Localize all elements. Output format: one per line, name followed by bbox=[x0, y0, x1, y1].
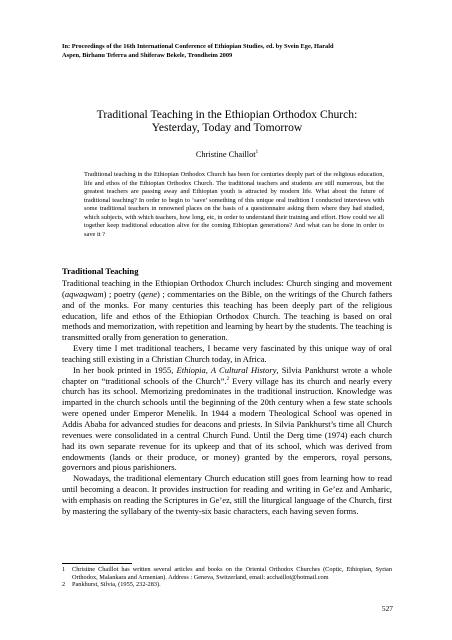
header-line-1: In: Proceedings of the 16th International Conference of Ethiopian Studies, ed. by Svein Ege, Harald bbox=[62, 43, 334, 50]
p3-mid: , Silvia Pankhurst wrote a whole chapter on “traditional schools of the Church”. bbox=[62, 364, 392, 386]
body-paragraph-4: Nowadays, the traditional elementary Church education still goes from learning how to read until becoming a deacon. It provides instruction for reading and writing in Ge’ez and Amharic, with emphasis on reading the Scriptures in Ge’ez, still the liturgical language of the Church, first by mastering the syllabary of the twenty-six basic characters, each having seven forms. bbox=[62, 473, 392, 516]
abstract bbox=[84, 171, 384, 239]
author bbox=[62, 150, 392, 160]
footnotes bbox=[62, 566, 392, 589]
body-text bbox=[62, 278, 392, 517]
paper-title bbox=[62, 108, 392, 134]
p1-end: ) ; commentaries on the Bible, on the writings of the Church fathers and of the monks. For many centuries this teaching has been deeply part of the religious education, life and ethos of the Ethiopian Orthodox Church. The teaching is based on oral methods and memorization, with repetition and learning by heart by the students. The teaching is transmitted orally from generation to generation. bbox=[62, 288, 392, 343]
section-heading: Traditional Teaching bbox=[62, 266, 139, 276]
author-footnote-marker: 1 bbox=[255, 150, 259, 156]
body-paragraph-1 bbox=[62, 278, 392, 343]
proceedings-header bbox=[62, 43, 392, 60]
footnote-number: 1 bbox=[62, 566, 66, 573]
footnote-number: 2 bbox=[62, 581, 66, 589]
footnote-divider bbox=[62, 563, 132, 564]
footnote-1 bbox=[62, 566, 392, 581]
footnote-text: Christine Chaillot has written several articles and books on the Oriental Orthodox Churches (Coptic, Ethiopian, Syrian Orthodox, Malankara and Armenian). Address : Geneva, Switzerland, email: acchaillot@hotmail.com bbox=[72, 566, 392, 581]
p1-mid: ) ; poetry ( bbox=[103, 288, 141, 299]
author-name: Christine Chaillot bbox=[195, 150, 256, 159]
p3-start: In her book printed in 1955, bbox=[73, 364, 177, 375]
p3-end: Every village has its church and nearly every church has its school. Memorizing predominates in the traditional instruction. Knowledge was imparted in the church schools until the beginning of the 20th century when a few state schools were opened under Emperor Menelik. In 1944 a modern Theological School was opened in Addis Ababa for advanced studies for deacons and priests. In Silvia Pankhurst’s time all Church revenues were consolidated in a central Church Fund. Until the Derg time (1974) each church had its own separate revenue for its upkeep and that of its school, which was derived from endowments (lands or their produce, or money) granted by the emperors, royal persons, governors and pious parishioners. bbox=[62, 375, 392, 473]
term-aqwaqwam: aqwaqwam bbox=[64, 288, 104, 299]
body-paragraph-3 bbox=[62, 365, 392, 473]
page-number: 527 bbox=[381, 604, 393, 613]
footnote-marker-2: 2 bbox=[226, 376, 230, 382]
body-paragraph-2: Every time I met traditional teachers, I became very fascinated by this unique way of oral teaching still existing in a Christian Church today, in Africa. bbox=[62, 343, 392, 364]
term-qene: qene bbox=[140, 288, 157, 299]
abstract-text: Traditional teaching in the Ethiopian Orthodox Church has been for centuries deeply part of the religious education, life and ethos of the Ethiopian Orthodox Church. The traditional teachers and students are still numerous, but the greatest teachers are passing away and Ethiopian youth is attracted by modern life. What about the future of traditional teaching? In order to begin to ‘save’ something of this unique oral tradition I conducted interviews with some traditional teachers in renowned places on the basis of a questionnaire asking them where they had studied, which subjects, with which teachers, how long, etc, in order to understand their training and effort. How could we all together keep traditional education alive for the coming Ethiopian generations? And what can be done in order to save it ? bbox=[84, 171, 384, 238]
title-line-2: Yesterday, Today and Tomorrow bbox=[151, 121, 303, 134]
p1-start: Traditional teaching in the Ethiopian Orthodox Church includes: Church singing and movement ( bbox=[62, 278, 392, 299]
book-title: Ethiopia, A Cultural History bbox=[176, 364, 277, 375]
footnote-2 bbox=[62, 581, 392, 589]
header-line-2: Aspen, Birhanu Teferra and Shiferaw Bekele, Trondheim 2009 bbox=[62, 51, 233, 59]
footnote-text: Pankhurst, Silvia, (1955, 232-283). bbox=[72, 581, 161, 589]
title-line-1: Traditional Teaching in the Ethiopian Orthodox Church: bbox=[96, 108, 358, 121]
